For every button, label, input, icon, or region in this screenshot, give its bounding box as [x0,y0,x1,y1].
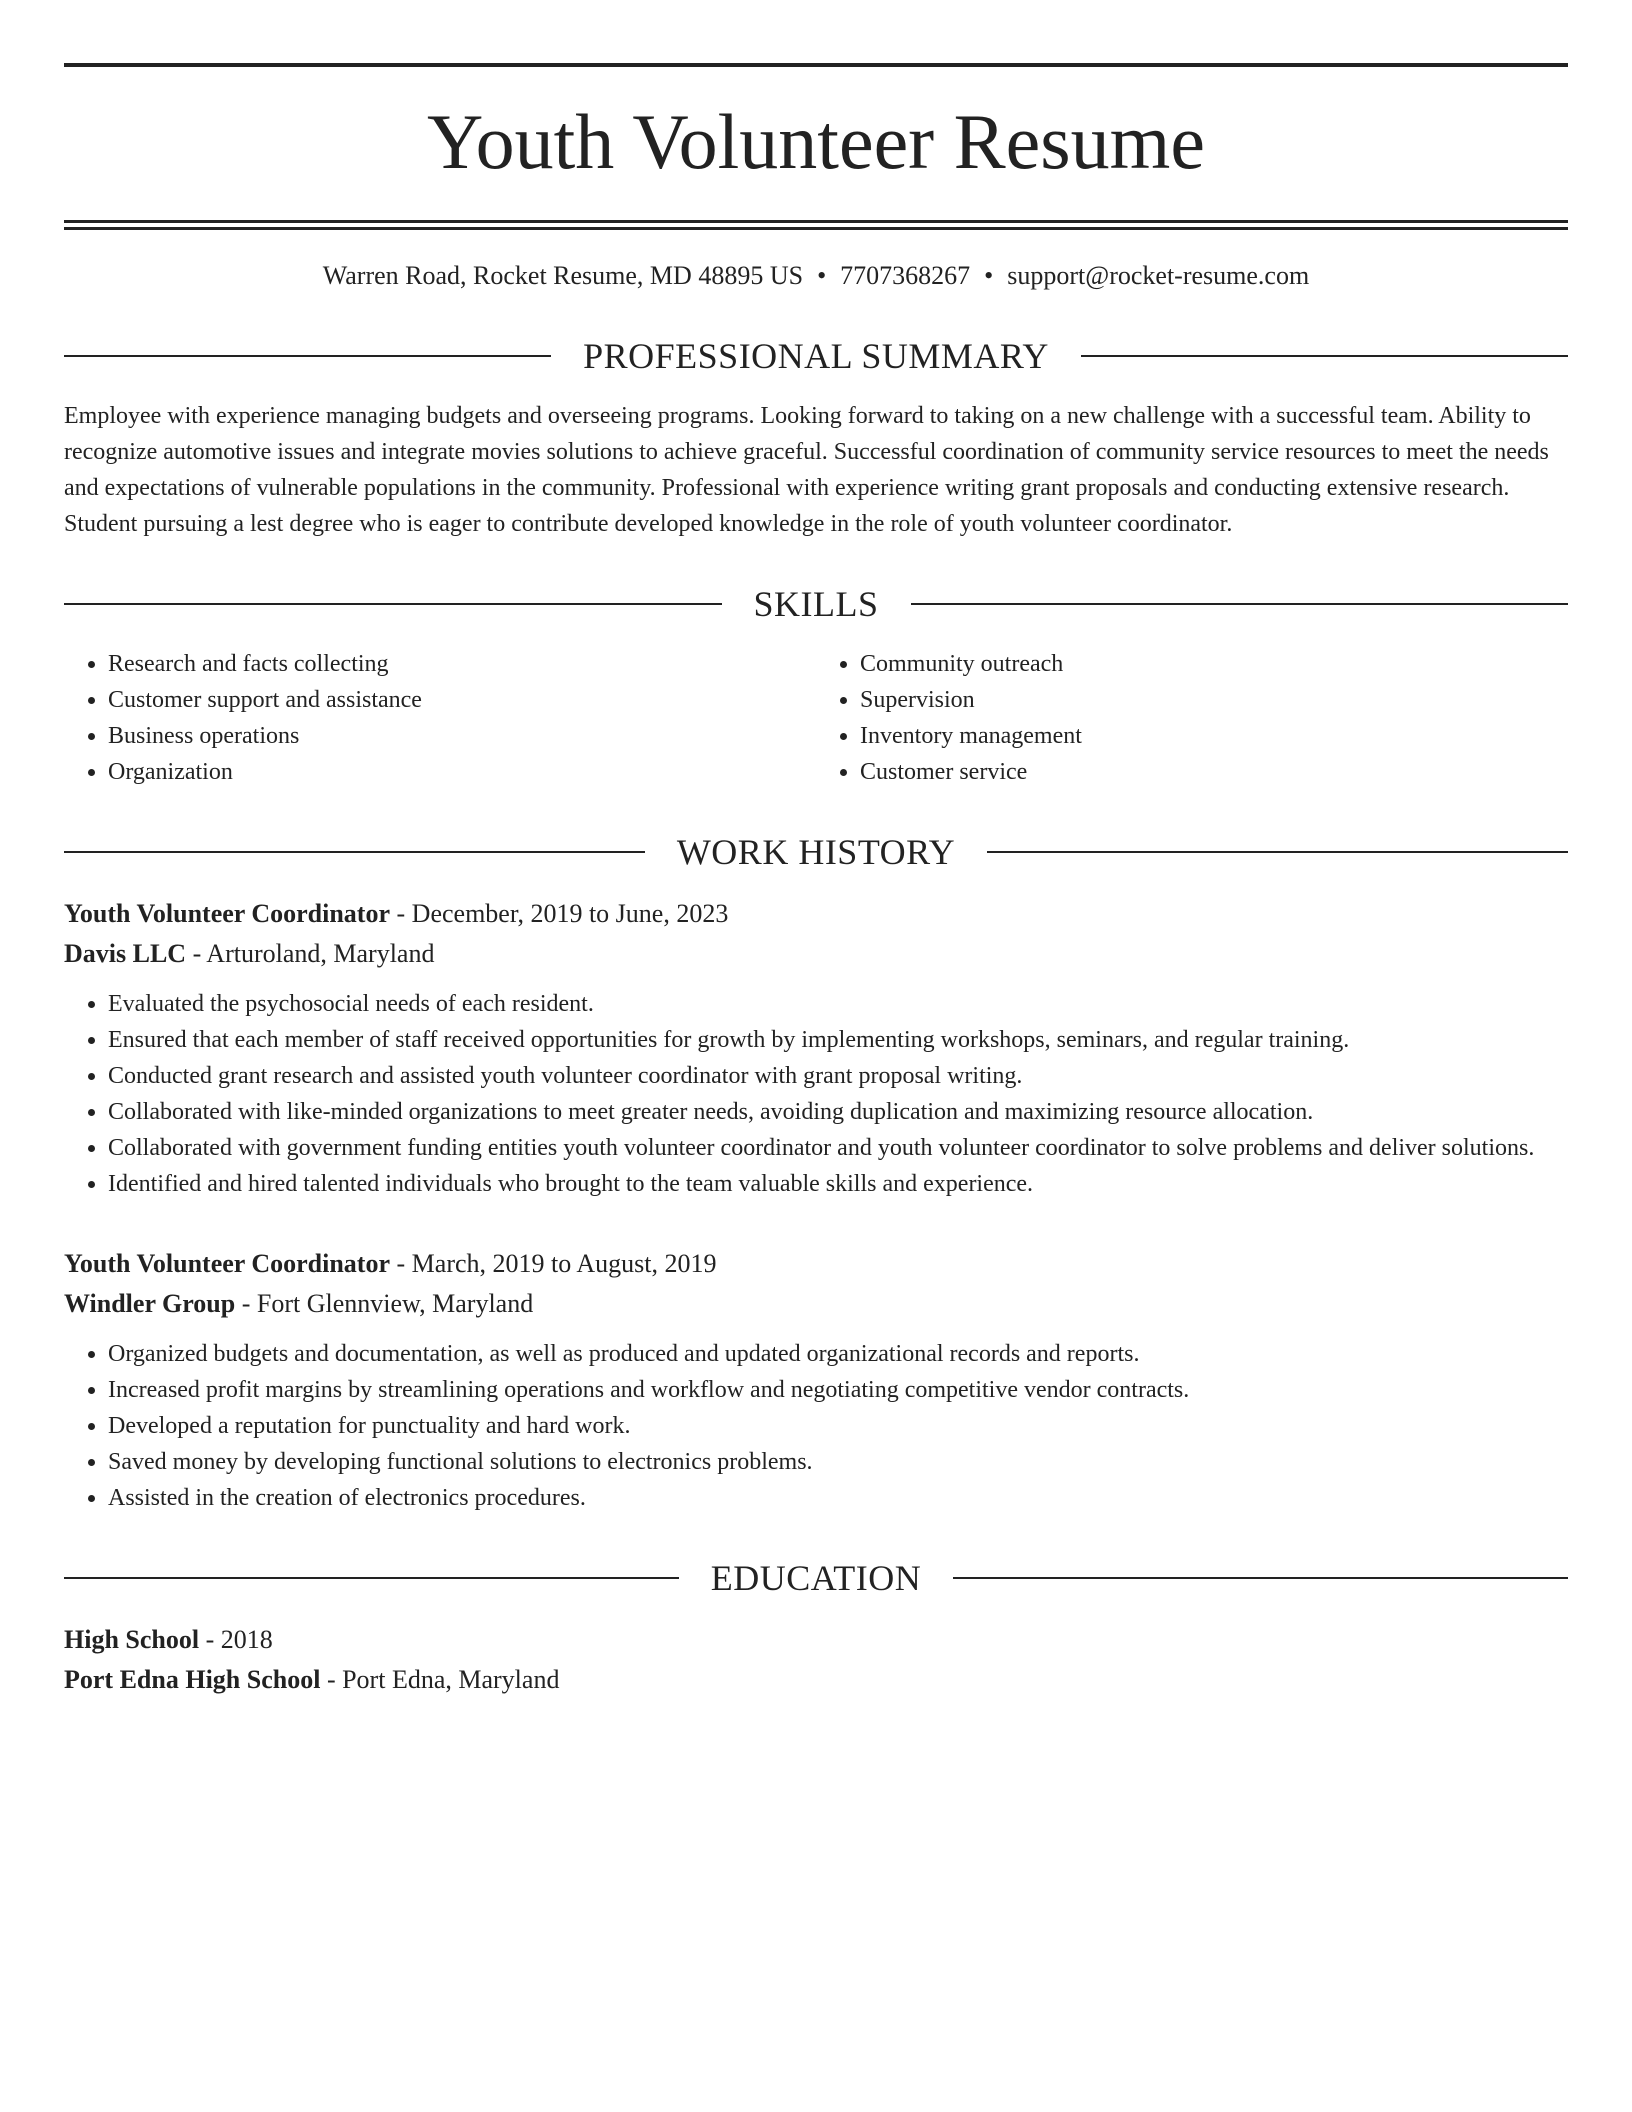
heading-rule-left [64,355,551,357]
job-duty: • Developed a reputation for punctuality and hard work. [108,1408,1568,1444]
job-entry [64,1244,1568,1516]
heading-rule-right [987,851,1568,853]
skill-item: • Customer service [860,754,1568,790]
contact-line [64,258,1568,294]
work-heading [64,832,1568,872]
top-rule [64,63,1568,67]
contact-address: Warren Road, Rocket Resume, MD 48895 US [322,261,804,290]
education-degree-line [64,1620,1568,1660]
skills-heading [64,584,1568,624]
job-duties [64,1336,1568,1516]
job-company-line [64,1284,1568,1324]
job-duty: • Collaborated with like-minded organizations to meet greater needs, avoiding duplication and maximizing resource allocation. [108,1094,1568,1130]
work-heading-label: WORK HISTORY [676,832,956,872]
contact-phone: 7707368267 [840,261,971,290]
job-duty: • Assisted in the creation of electronics procedures. [108,1480,1568,1516]
job-title: Youth Volunteer Coordinator [64,899,391,928]
education-heading-label: EDUCATION [710,1558,922,1598]
skill-item: • Business operations [108,718,816,754]
job-dates: - March, 2019 to August, 2019 [390,1249,717,1278]
job-location: - Fort Glennview, Maryland [235,1289,534,1318]
education-degree: High School [64,1625,200,1654]
resume-title: Youth Volunteer Resume [427,98,1205,185]
job-company: Windler Group [64,1289,236,1318]
job-duty: • Increased profit margins by streamlining operations and workflow and negotiating competitive vendor contracts. [108,1372,1568,1408]
education-school: Port Edna High School [64,1665,321,1694]
job-company-line [64,934,1568,974]
skill-item: • Research and facts collecting [108,646,816,682]
education-entry [64,1620,1568,1700]
heading-rule-left [64,1577,679,1579]
education-year: - 2018 [199,1625,273,1654]
education-heading [64,1558,1568,1598]
work-history [64,894,1568,1516]
skills-list [64,646,1568,790]
skill-item: • Community outreach [860,646,1568,682]
contact-email: support@rocket-resume.com [1007,261,1310,290]
skill-item: • Organization [108,754,816,790]
job-duty: • Evaluated the psychosocial needs of each resident. [108,986,1568,1022]
job-duty: • Identified and hired talented individuals who brought to the team valuable skills and experience. [108,1166,1568,1202]
job-title-line [64,1244,1568,1284]
heading-rule-left [64,851,645,853]
job-duty: • Conducted grant research and assisted youth volunteer coordinator with grant proposal writing. [108,1058,1568,1094]
summary-heading [64,336,1568,376]
job-duty: • Ensured that each member of staff received opportunities for growth by implementing workshops, seminars, and regular training. [108,1022,1568,1058]
job-duty: • Saved money by developing functional solutions to electronics problems. [108,1444,1568,1480]
job-location: - Arturoland, Maryland [186,939,435,968]
heading-rule-right [953,1577,1568,1579]
heading-rule-right [1081,355,1568,357]
education-location: - Port Edna, Maryland [320,1665,560,1694]
education-school-line [64,1660,1568,1700]
job-duty: • Organized budgets and documentation, as well as produced and updated organizational records and reports. [108,1336,1568,1372]
contact-separator: • [984,261,994,290]
job-company: Davis LLC [64,939,187,968]
summary-text: Employee with experience managing budgets and overseeing programs. Looking forward to taking on a new challenge with a successful team. Ability to recognize automotive issues and integrate movies solutions to achieve graceful. Successful coordination of community service resources to meet the needs and expectations of vulnerable populations in the community. Professional with experience writing grant proposals and conducting extensive research. Student pursuing a lest degree who is eager to contribute developed knowledge in the role of youth volunteer coordinator. [64,403,1549,537]
summary-heading-label: PROFESSIONAL SUMMARY [583,336,1049,376]
skill-item: • Inventory management [860,718,1568,754]
job-dates: - December, 2019 to June, 2023 [390,899,729,928]
skills-column-left [64,646,816,790]
title-double-rule [64,220,1568,230]
job-duties [64,986,1568,1202]
contact-separator: • [817,261,827,290]
skill-item: • Customer support and assistance [108,682,816,718]
heading-rule-right [911,603,1569,605]
job-duty: • Collaborated with government funding entities youth volunteer coordinator and youth volunteer coordinator to solve problems and deliver solutions. [108,1130,1568,1166]
skill-item: • Supervision [860,682,1568,718]
skills-column-right [816,646,1568,790]
job-title-line [64,894,1568,934]
heading-rule-left [64,603,722,605]
skills-heading-label: SKILLS [753,584,879,624]
job-entry [64,894,1568,1202]
job-title: Youth Volunteer Coordinator [64,1249,391,1278]
